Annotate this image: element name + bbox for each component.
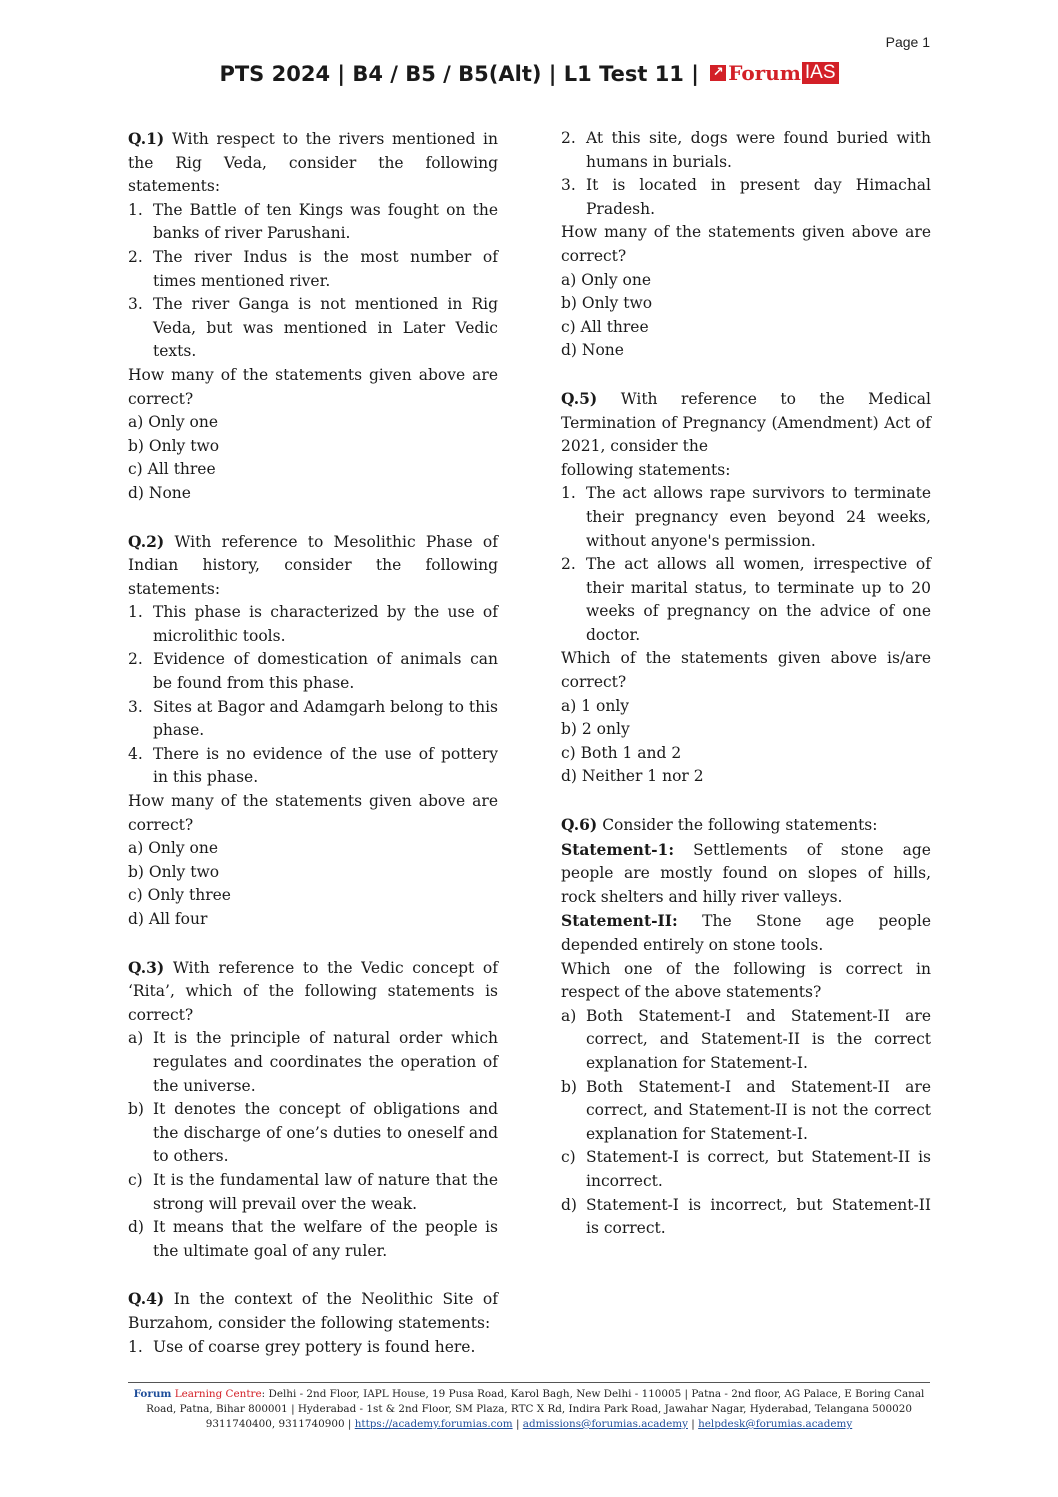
option-item: b) Both Statement-I and Statement-II are correct, and Statement-II is not the correct explanation for Statement-I. (561, 1077, 931, 1143)
logo-forum-text: Forum (728, 60, 801, 85)
option-list (128, 1027, 498, 1263)
question-prompt: Which one of the following is correct in respect of the above statements? (561, 959, 931, 1002)
question-label: Q.6) (561, 815, 598, 835)
question-5 (561, 387, 931, 789)
arrow-up-right-icon: ↗ (710, 65, 726, 81)
statement-list (561, 127, 931, 221)
footer-phones: 9311740400, 9311740900 (205, 1418, 345, 1430)
statement-item: 1. The Battle of ten Kings was fought on the banks of river Parushani. (128, 200, 498, 243)
question-stem: With reference to the Vedic concept of ‘Rita’, which of the following statements is correct? (128, 958, 498, 1024)
logo-ias-text: IAS (802, 62, 839, 84)
question-4-continued (561, 127, 931, 363)
option-d: d) Neither 1 nor 2 (561, 767, 704, 786)
question-prompt: How many of the statements given above are correct? (561, 223, 931, 265)
academy-link[interactable]: https://academy.forumias.com (354, 1418, 513, 1430)
option-item: a) It is the principle of natural order which regulates and coordinates the operation of the universe. (128, 1029, 498, 1095)
question-label: Q.5) (561, 388, 598, 408)
option-item: a) Both Statement-I and Statement-II are correct, and Statement-II is the correct explanation for Statement-I. (561, 1006, 931, 1072)
statement-item: 3. It is located in present day Himachal Pradesh. (561, 176, 931, 218)
forumias-logo (710, 60, 838, 85)
question-6 (561, 813, 931, 1241)
option-b: b) Only two (561, 294, 653, 313)
statement-item: 1. Use of coarse grey pottery is found here. (128, 1337, 476, 1356)
footer-address-line-2: Road, Patna, Bihar 800001 | Hyderabad - 1st & 2nd Floor, SM Plaza, RTC X Rd, Indira Park Road, Jawahar Nagar, Hyderabad, Telangana 500020 (146, 1403, 912, 1415)
option-list (561, 1005, 931, 1241)
option-b: b) 2 only (561, 720, 630, 739)
question-label: Q.3) (128, 957, 165, 977)
statement-list (561, 482, 931, 647)
document-header (0, 62, 1058, 88)
helpdesk-email-link[interactable]: helpdesk@forumias.academy (698, 1418, 853, 1430)
option-d: d) None (561, 341, 624, 360)
question-prompt: How many of the statements given above are correct? (128, 365, 498, 408)
statement-item: 3. The river Ganga is not mentioned in Rig Veda, but was mentioned in Later Vedic texts. (128, 295, 498, 361)
question-prompt: Which of the statements given above is/are correct? (561, 649, 931, 692)
statement-item: 2. The river Indus is the most number of times mentioned river. (128, 247, 498, 290)
left-column (128, 127, 498, 1383)
page-number: Page 1 (885, 34, 930, 50)
question-label: Q.4) (128, 1289, 165, 1309)
option-b: b) Only two (128, 436, 220, 455)
question-stem: Consider the following statements: (602, 816, 878, 835)
statement-list (128, 199, 498, 364)
statement-item: 1. The act allows rape survivors to terminate their pregnancy even beyond 24 weeks, without anyone's permission. (561, 484, 931, 550)
option-c: c) Both 1 and 2 (561, 743, 682, 762)
option-d: d) All four (128, 910, 208, 928)
option-b: b) Only two (128, 862, 220, 881)
option-d: d) None (128, 483, 191, 502)
option-c: c) All three (561, 317, 649, 336)
question-stem: With reference to the Medical Termination of Pregnancy (Amendment) Act of 2021, consider the (561, 389, 931, 456)
question-label: Q.1) (128, 129, 165, 148)
statement-item: 3. Sites at Bagor and Adamgarh belong to this phase. (128, 697, 498, 740)
option-item: d) It means that the welfare of the people is the ultimate goal of any ruler. (128, 1218, 498, 1260)
option-c: c) All three (128, 460, 216, 479)
admissions-email-link[interactable]: admissions@forumias.academy (522, 1418, 688, 1430)
question-prompt: How many of the statements given above are correct? (128, 792, 498, 834)
option-a: a) Only one (128, 413, 219, 432)
option-a: a) 1 only (561, 696, 630, 715)
question-1 (128, 127, 498, 506)
statement-item: 4. There is no evidence of the use of pottery in this phase. (128, 744, 498, 787)
footer-brand-forum: Forum (133, 1388, 172, 1400)
footer-brand-learning-centre: Learning Centre (174, 1388, 262, 1400)
question-3 (128, 956, 498, 1264)
statement-item: 2. Evidence of domestication of animals can be found from this phase. (128, 650, 498, 693)
option-item: c) It is the fundamental law of nature that the strong will prevail over the weak. (128, 1170, 498, 1213)
option-item: c) Statement-I is correct, but Statement-II is incorrect. (561, 1148, 931, 1190)
question-stem: With respect to the rivers mentioned in the Rig Veda, consider the following statements: (128, 130, 498, 196)
question-stem: With reference to Mesolithic Phase of Indian history, consider the following statements: (128, 532, 498, 598)
option-c: c) Only three (128, 886, 231, 905)
question-label: Q.2) (128, 531, 165, 551)
option-item: d) Statement-I is incorrect, but Statement-II is correct. (561, 1195, 931, 1238)
statement-list (128, 1336, 498, 1360)
option-a: a) Only one (561, 270, 652, 289)
footer-contacts: 9311740400, 9311740900 | https://academy.forumias.com | admissions@forumias.academy | helpdesk@forumias.academy (205, 1418, 853, 1430)
header-title: PTS 2024 | B4 / B5 / B5(Alt) | L1 Test 11 | (219, 62, 699, 86)
footer-address-line-1: Forum Learning Centre: Delhi - 2nd Floor, IAPL House, 19 Pusa Road, Karol Bagh, New Delhi - 110005 | Patna - 2nd floor, AG Palace, E Boring Canal (133, 1388, 925, 1400)
statement-2: Statement-II: The Stone age people depended entirely on stone tools. (561, 911, 931, 954)
right-column (561, 127, 931, 1265)
question-2 (128, 530, 498, 932)
statement-1: Statement-1: Settlements of stone age people are mostly found on slopes of hills, rock shelters and hilly river valleys. (561, 839, 931, 906)
statement-list (128, 601, 498, 790)
statement-item: 2. The act allows all women, irrespective of their marital status, to terminate up to 20 weeks of pregnancy on the advice of one doctor. (561, 555, 931, 644)
page-footer (128, 1382, 930, 1432)
question-stem: In the context of the Neolithic Site of Burzahom, consider the following statements: (128, 1290, 498, 1332)
option-a: a) Only one (128, 839, 219, 858)
question-4 (128, 1287, 498, 1359)
question-stem-continued: following statements: (561, 460, 731, 479)
statement-item: 1. This phase is characterized by the use of microlithic tools. (128, 603, 498, 645)
statement-item: 2. At this site, dogs were found buried with humans in burials. (561, 129, 931, 171)
option-item: b) It denotes the concept of obligations and the discharge of one’s duties to oneself and to others. (128, 1100, 498, 1166)
